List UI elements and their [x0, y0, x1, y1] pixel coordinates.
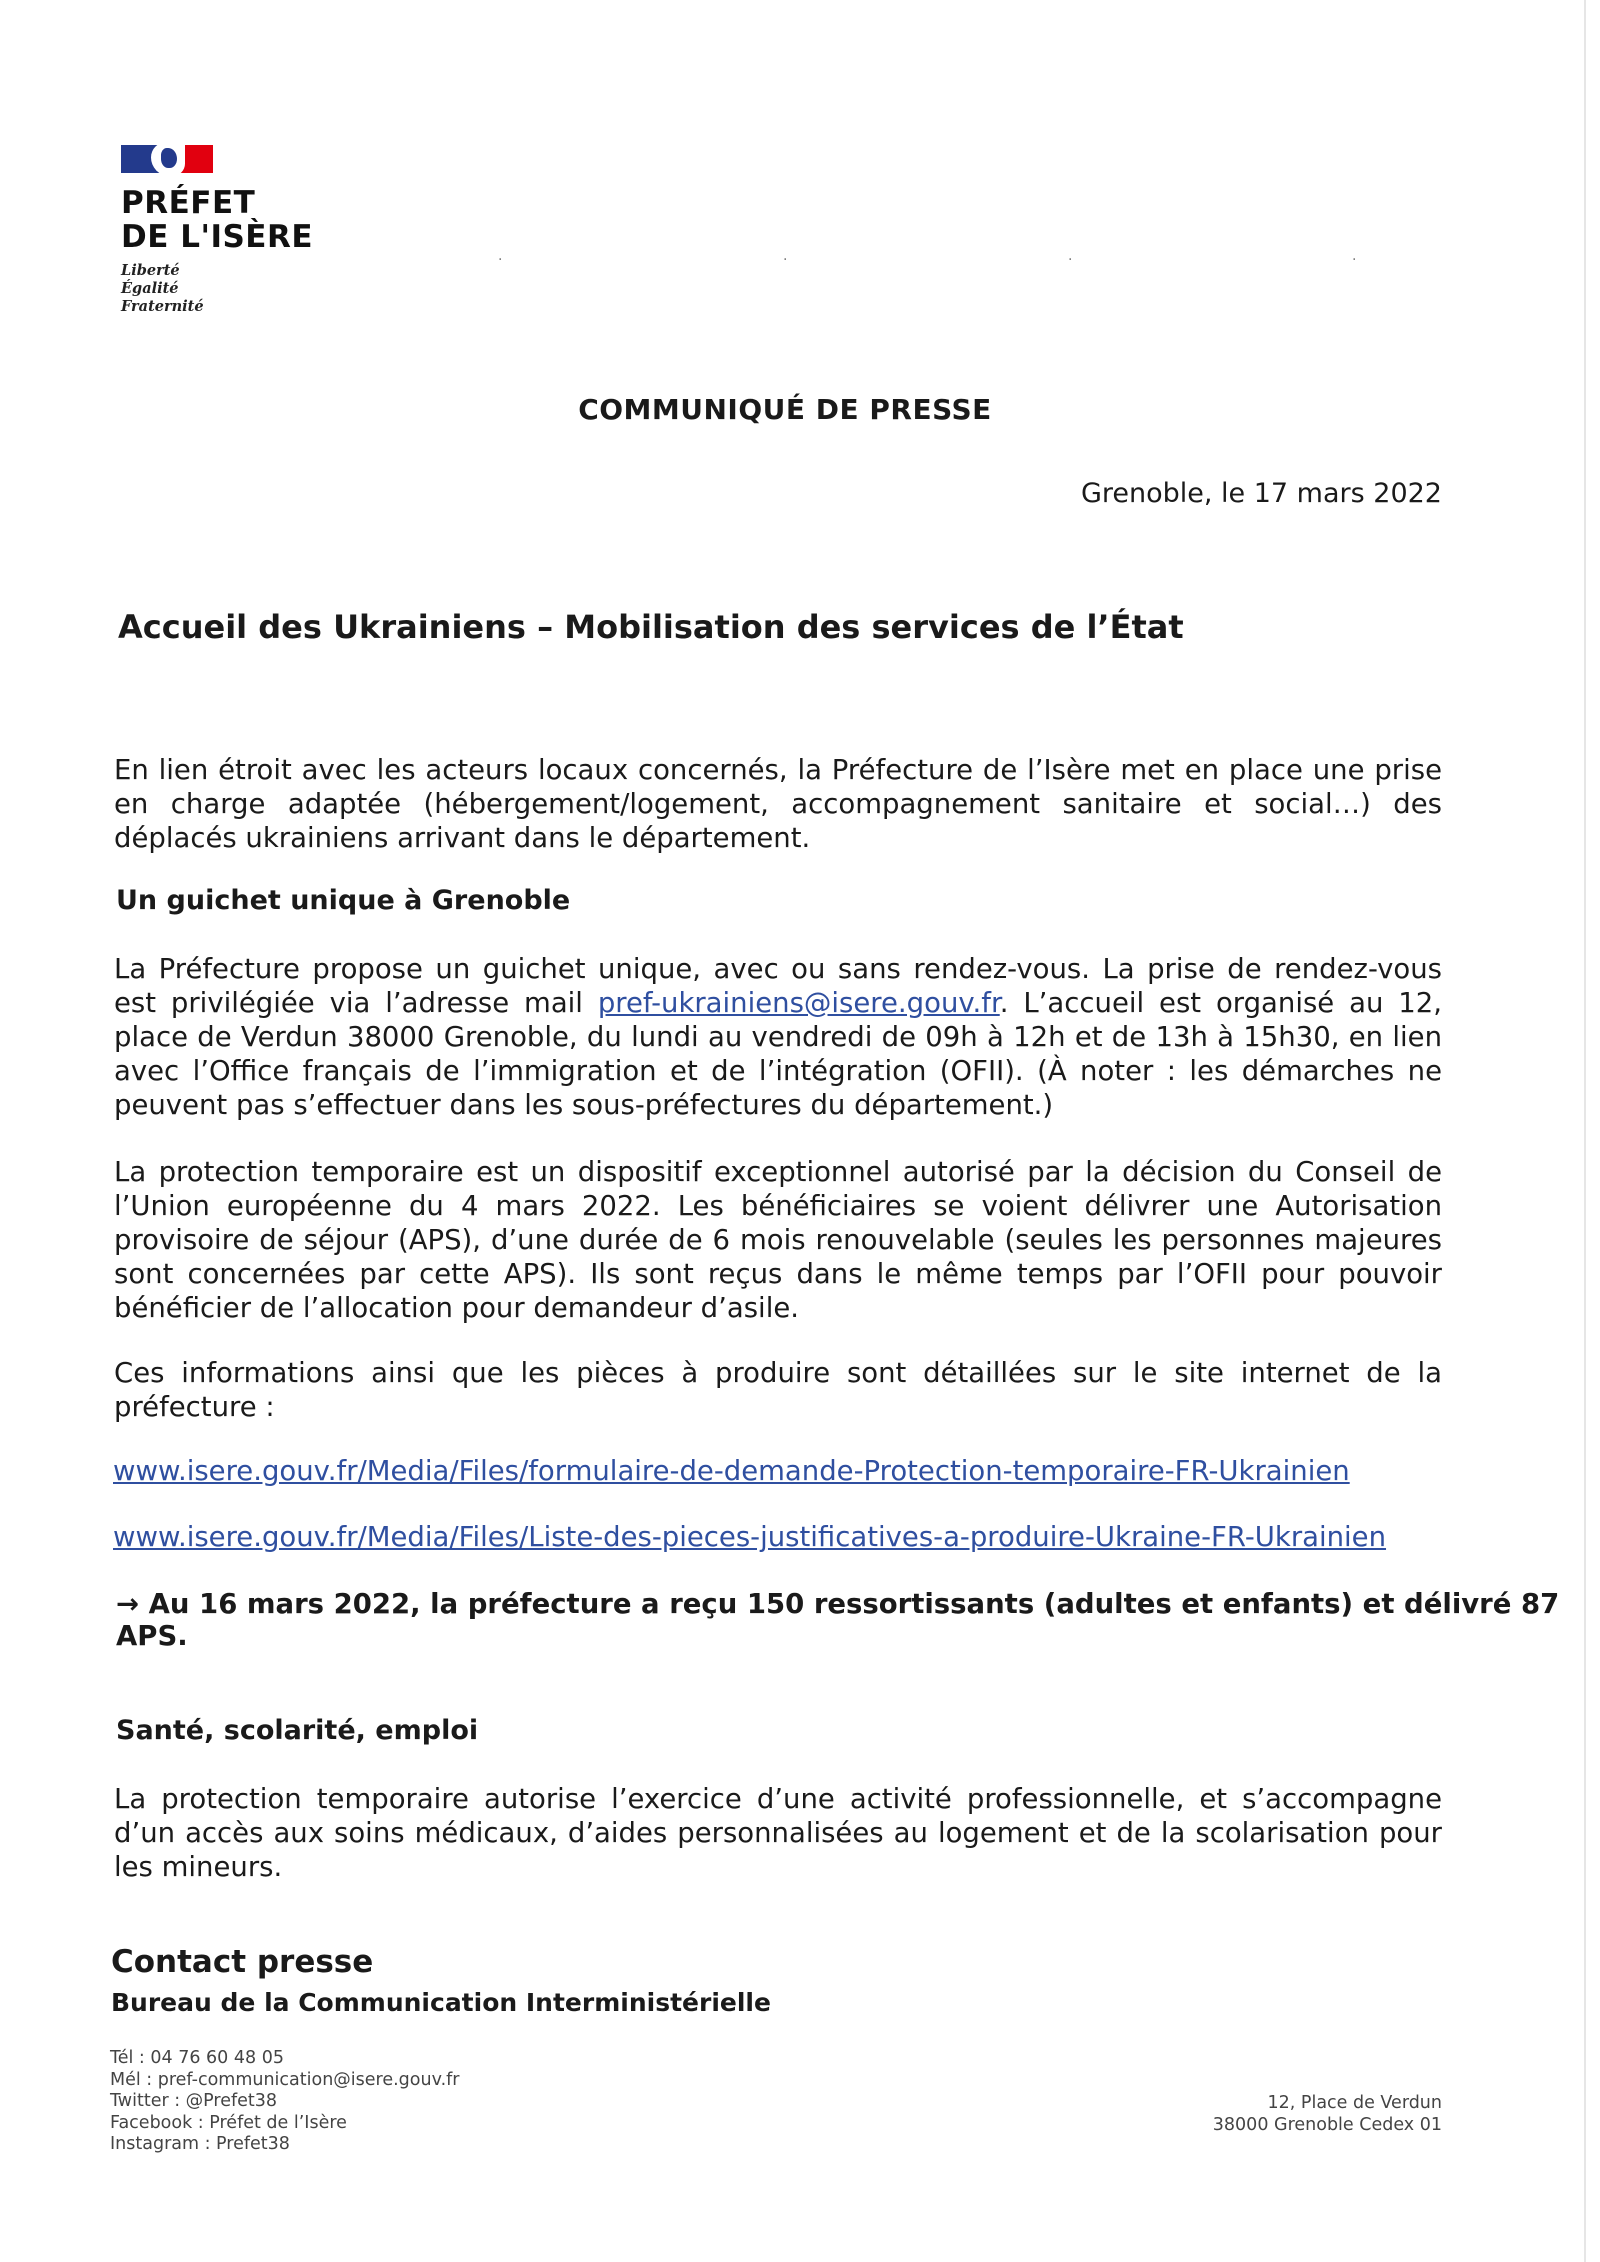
contact-email[interactable]: Mél : pref-communication@isere.gouv.fr	[110, 2069, 460, 2090]
address-line-2: 38000 Grenoble Cedex 01	[1212, 2114, 1442, 2135]
contact-facebook: Facebook : Préfet de l’Isère	[110, 2112, 347, 2133]
marianne-flag-icon	[121, 142, 213, 176]
statistics-highlight	[116, 1588, 1600, 1652]
formulaire-link[interactable]: www.isere.gouv.fr/Media/Files/formulaire-de-demande-Protection-temporaire-FR-Ukrainien	[113, 1455, 1350, 1487]
contact-title: Contact presse	[111, 1944, 374, 1980]
section-title-sante: Santé, scolarité, emploi	[116, 1715, 479, 1746]
sante-paragraph: La protection temporaire autorise l’exercice d’une activité professionnelle, et s’accompagne d’un accès aux soins médicaux, d’aides personnalisées au logement et de la scolarisation pour les mineurs.	[114, 1783, 1442, 1883]
guichet-text-end: . L’accueil est organisé au 12, place de Verdun 38000 Grenoble, du lundi au vendredi de 09h à 12h et de 13h à 15h30, en lien avec l’Office français de l’immigration et de l’intégration (OFII). (À noter : les démarches ne peuvent pas s’effectuer dans les sous-préfectures du département.)	[114, 987, 1442, 1121]
authority-line-2: DE L'ISÈRE	[121, 219, 314, 255]
document-type: COMMUNIQUÉ DE PRESSE	[578, 393, 992, 426]
scan-dot: ·	[498, 252, 503, 268]
contact-twitter: Twitter : @Prefet38	[110, 2091, 278, 2111]
prefecture-logo	[121, 142, 313, 316]
contact-phone: Tél : 04 76 60 48 05	[110, 2048, 284, 2068]
guichet-paragraph	[114, 952, 1442, 1122]
motto-egalite: Égalité	[121, 280, 179, 297]
motto-fraternite: Fraternité	[121, 298, 204, 315]
guichet-text-start: La Préfecture propose un guichet unique, avec ou sans rendez-vous. La prise de rendez-vous est privilégiée via l’adresse mail	[114, 953, 1442, 1019]
informations-paragraph: Ces informations ainsi que les pièces à produire sont détaillées sur le site internet de la préfecture :	[114, 1357, 1442, 1423]
document-headline: Accueil des Ukrainiens – Mobilisation des services de l’État	[118, 608, 1184, 646]
statistics-text: Au 16 mars 2022, la préfecture a reçu 150 ressortissants (adultes et enfants) et délivré 87 APS.	[116, 1588, 1560, 1652]
contact-details	[110, 2048, 460, 2156]
contact-email-link[interactable]: pref-ukrainiens@isere.gouv.fr	[597, 987, 1000, 1019]
contact-instagram: Instagram : Prefet38	[110, 2134, 290, 2154]
protection-paragraph: La protection temporaire est un dispositif exceptionnel autorisé par la décision du Conseil de l’Union européenne du 4 mars 2022. Les bénéficiaires se voient délivrer une Autorisation provisoire de séjour (APS), d’une durée de 6 mois renouvelable (seules les personnes majeures sont concernées par cette APS). Ils sont reçus dans le même temps par l’OFII pour pouvoir bénéficier de l’allocation pour demandeur d’asile.	[114, 1156, 1442, 1324]
pieces-justificatives-link[interactable]: www.isere.gouv.fr/Media/Files/Liste-des-pieces-justificatives-a-produire-Ukraine-FR-Ukrainien	[113, 1521, 1387, 1553]
contact-office: Bureau de la Communication Interministérielle	[111, 1988, 771, 2017]
page-edge-shadow	[1584, 0, 1586, 2262]
motto-liberte: Liberté	[121, 262, 180, 279]
intro-paragraph: En lien étroit avec les acteurs locaux concernés, la Préfecture de l’Isère met en place une prise en charge adaptée (hébergement/logement, accompagnement sanitaire et social…) des déplacés ukrainiens arrivant dans le département.	[114, 754, 1442, 854]
scan-dot: ·	[1068, 252, 1073, 268]
document-date: Grenoble, le 17 mars 2022	[1080, 478, 1442, 509]
scan-dot: ·	[783, 252, 788, 268]
address-line-1: 12, Place de Verdun	[1267, 2093, 1442, 2113]
section-title-guichet: Un guichet unique à Grenoble	[116, 885, 571, 916]
authority-line-1: PRÉFET	[121, 185, 256, 221]
republic-motto	[121, 262, 313, 316]
scan-dot: ·	[1352, 252, 1357, 268]
arrow-right-icon: →	[116, 1588, 140, 1620]
authority-name	[121, 186, 313, 254]
postal-address	[1213, 2093, 1442, 2136]
